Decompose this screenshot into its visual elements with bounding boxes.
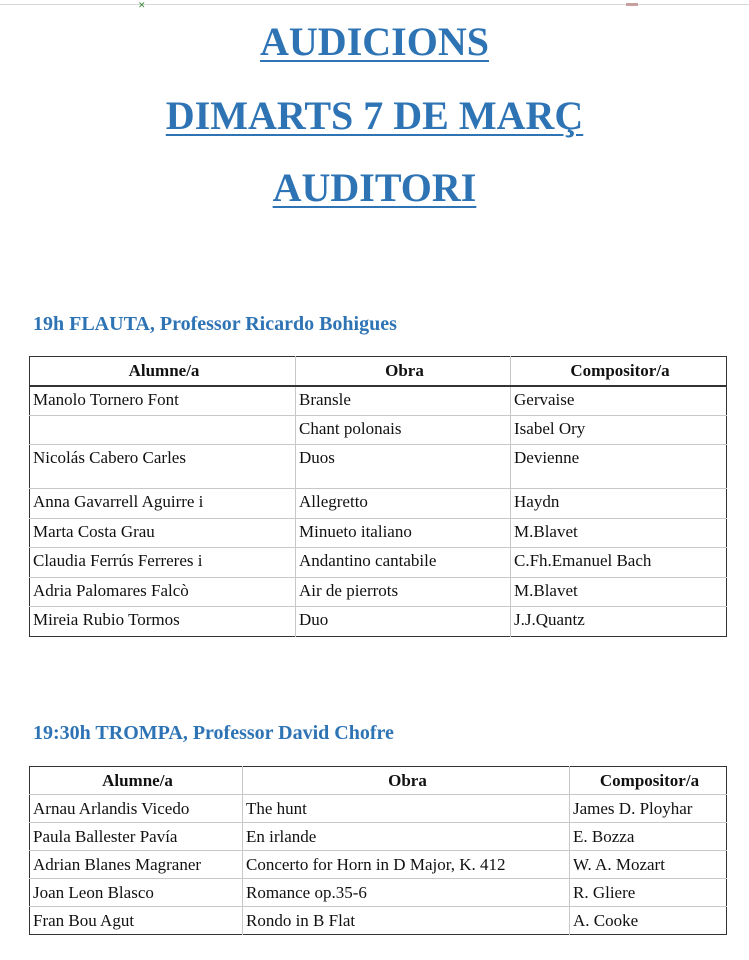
work-cell: Romance op.35-6 bbox=[243, 879, 570, 907]
work-cell: Air de pierrots bbox=[296, 577, 511, 607]
work-cell: The hunt bbox=[243, 795, 570, 823]
column-header-student: Alumne/a bbox=[30, 357, 296, 386]
student-cell: Adria Palomares Falcò bbox=[30, 577, 296, 607]
work-cell: Bransle bbox=[296, 386, 511, 416]
column-header-work: Obra bbox=[243, 767, 570, 795]
student-cell: Joan Leon Blasco bbox=[30, 879, 243, 907]
student-cell: Mireia Rubio Tormos bbox=[30, 607, 296, 637]
table-row bbox=[30, 607, 727, 637]
table-row bbox=[30, 445, 727, 489]
work-cell: Minueto italiano bbox=[296, 518, 511, 548]
student-cell: Nicolás Cabero Carles bbox=[30, 445, 296, 489]
table-row bbox=[30, 577, 727, 607]
column-header-composer: Compositor/a bbox=[570, 767, 727, 795]
student-cell: Arnau Arlandis Vicedo bbox=[30, 795, 243, 823]
column-header-student: Alumne/a bbox=[30, 767, 243, 795]
horn-table bbox=[29, 766, 727, 935]
flute-table bbox=[29, 356, 727, 637]
horn-section-heading: 19:30h TROMPA, Professor David Chofre bbox=[33, 722, 394, 744]
table-row bbox=[30, 489, 727, 519]
table-row bbox=[30, 879, 727, 907]
student-cell bbox=[30, 415, 296, 445]
title-auditions: AUDICIONS bbox=[260, 19, 489, 64]
title-venue: AUDITORI bbox=[272, 165, 477, 210]
composer-cell: M.Blavet bbox=[511, 518, 727, 548]
table-row bbox=[30, 851, 727, 879]
student-cell: Manolo Tornero Font bbox=[30, 386, 296, 416]
composer-cell: W. A. Mozart bbox=[570, 851, 727, 879]
composer-cell: R. Gliere bbox=[570, 879, 727, 907]
work-cell: Concerto for Horn in D Major, K. 412 bbox=[243, 851, 570, 879]
table-row bbox=[30, 548, 727, 578]
student-cell: Anna Gavarrell Aguirre i bbox=[30, 489, 296, 519]
table-row bbox=[30, 907, 727, 935]
composer-cell: Isabel Ory bbox=[511, 415, 727, 445]
decoration-star-icon: ✕ bbox=[138, 0, 146, 10]
composer-cell: M.Blavet bbox=[511, 577, 727, 607]
composer-cell: Devienne bbox=[511, 445, 727, 489]
flute-section-heading: 19h FLAUTA, Professor Ricardo Bohigues bbox=[33, 313, 397, 335]
composer-cell: James D. Ployhar bbox=[570, 795, 727, 823]
decoration-mark bbox=[626, 3, 638, 6]
table-row bbox=[30, 386, 727, 416]
table-row bbox=[30, 415, 727, 445]
title-date: DIMARTS 7 DE MARÇ bbox=[165, 93, 584, 138]
column-header-work: Obra bbox=[296, 357, 511, 386]
student-cell: Adrian Blanes Magraner bbox=[30, 851, 243, 879]
student-cell: Paula Ballester Pavía bbox=[30, 823, 243, 851]
work-cell: Rondo in B Flat bbox=[243, 907, 570, 935]
composer-cell: C.Fh.Emanuel Bach bbox=[511, 548, 727, 578]
student-cell: Marta Costa Grau bbox=[30, 518, 296, 548]
work-cell: Andantino cantabile bbox=[296, 548, 511, 578]
composer-cell: Haydn bbox=[511, 489, 727, 519]
table-row bbox=[30, 795, 727, 823]
table-header-row bbox=[30, 767, 727, 795]
table-row bbox=[30, 518, 727, 548]
composer-cell: Gervaise bbox=[511, 386, 727, 416]
student-cell: Claudia Ferrús Ferreres i bbox=[30, 548, 296, 578]
work-cell: En irlande bbox=[243, 823, 570, 851]
table-row bbox=[30, 823, 727, 851]
work-cell: Duo bbox=[296, 607, 511, 637]
table-header-row bbox=[30, 357, 727, 386]
work-cell: Duos bbox=[296, 445, 511, 489]
composer-cell: J.J.Quantz bbox=[514, 610, 585, 629]
column-header-composer: Compositor/a bbox=[570, 360, 670, 380]
student-cell: Fran Bou Agut bbox=[30, 907, 243, 935]
composer-cell: E. Bozza bbox=[570, 823, 727, 851]
composer-cell: A. Cooke bbox=[573, 910, 639, 930]
work-cell: Chant polonais bbox=[296, 415, 511, 445]
work-cell: Allegretto bbox=[296, 489, 511, 519]
